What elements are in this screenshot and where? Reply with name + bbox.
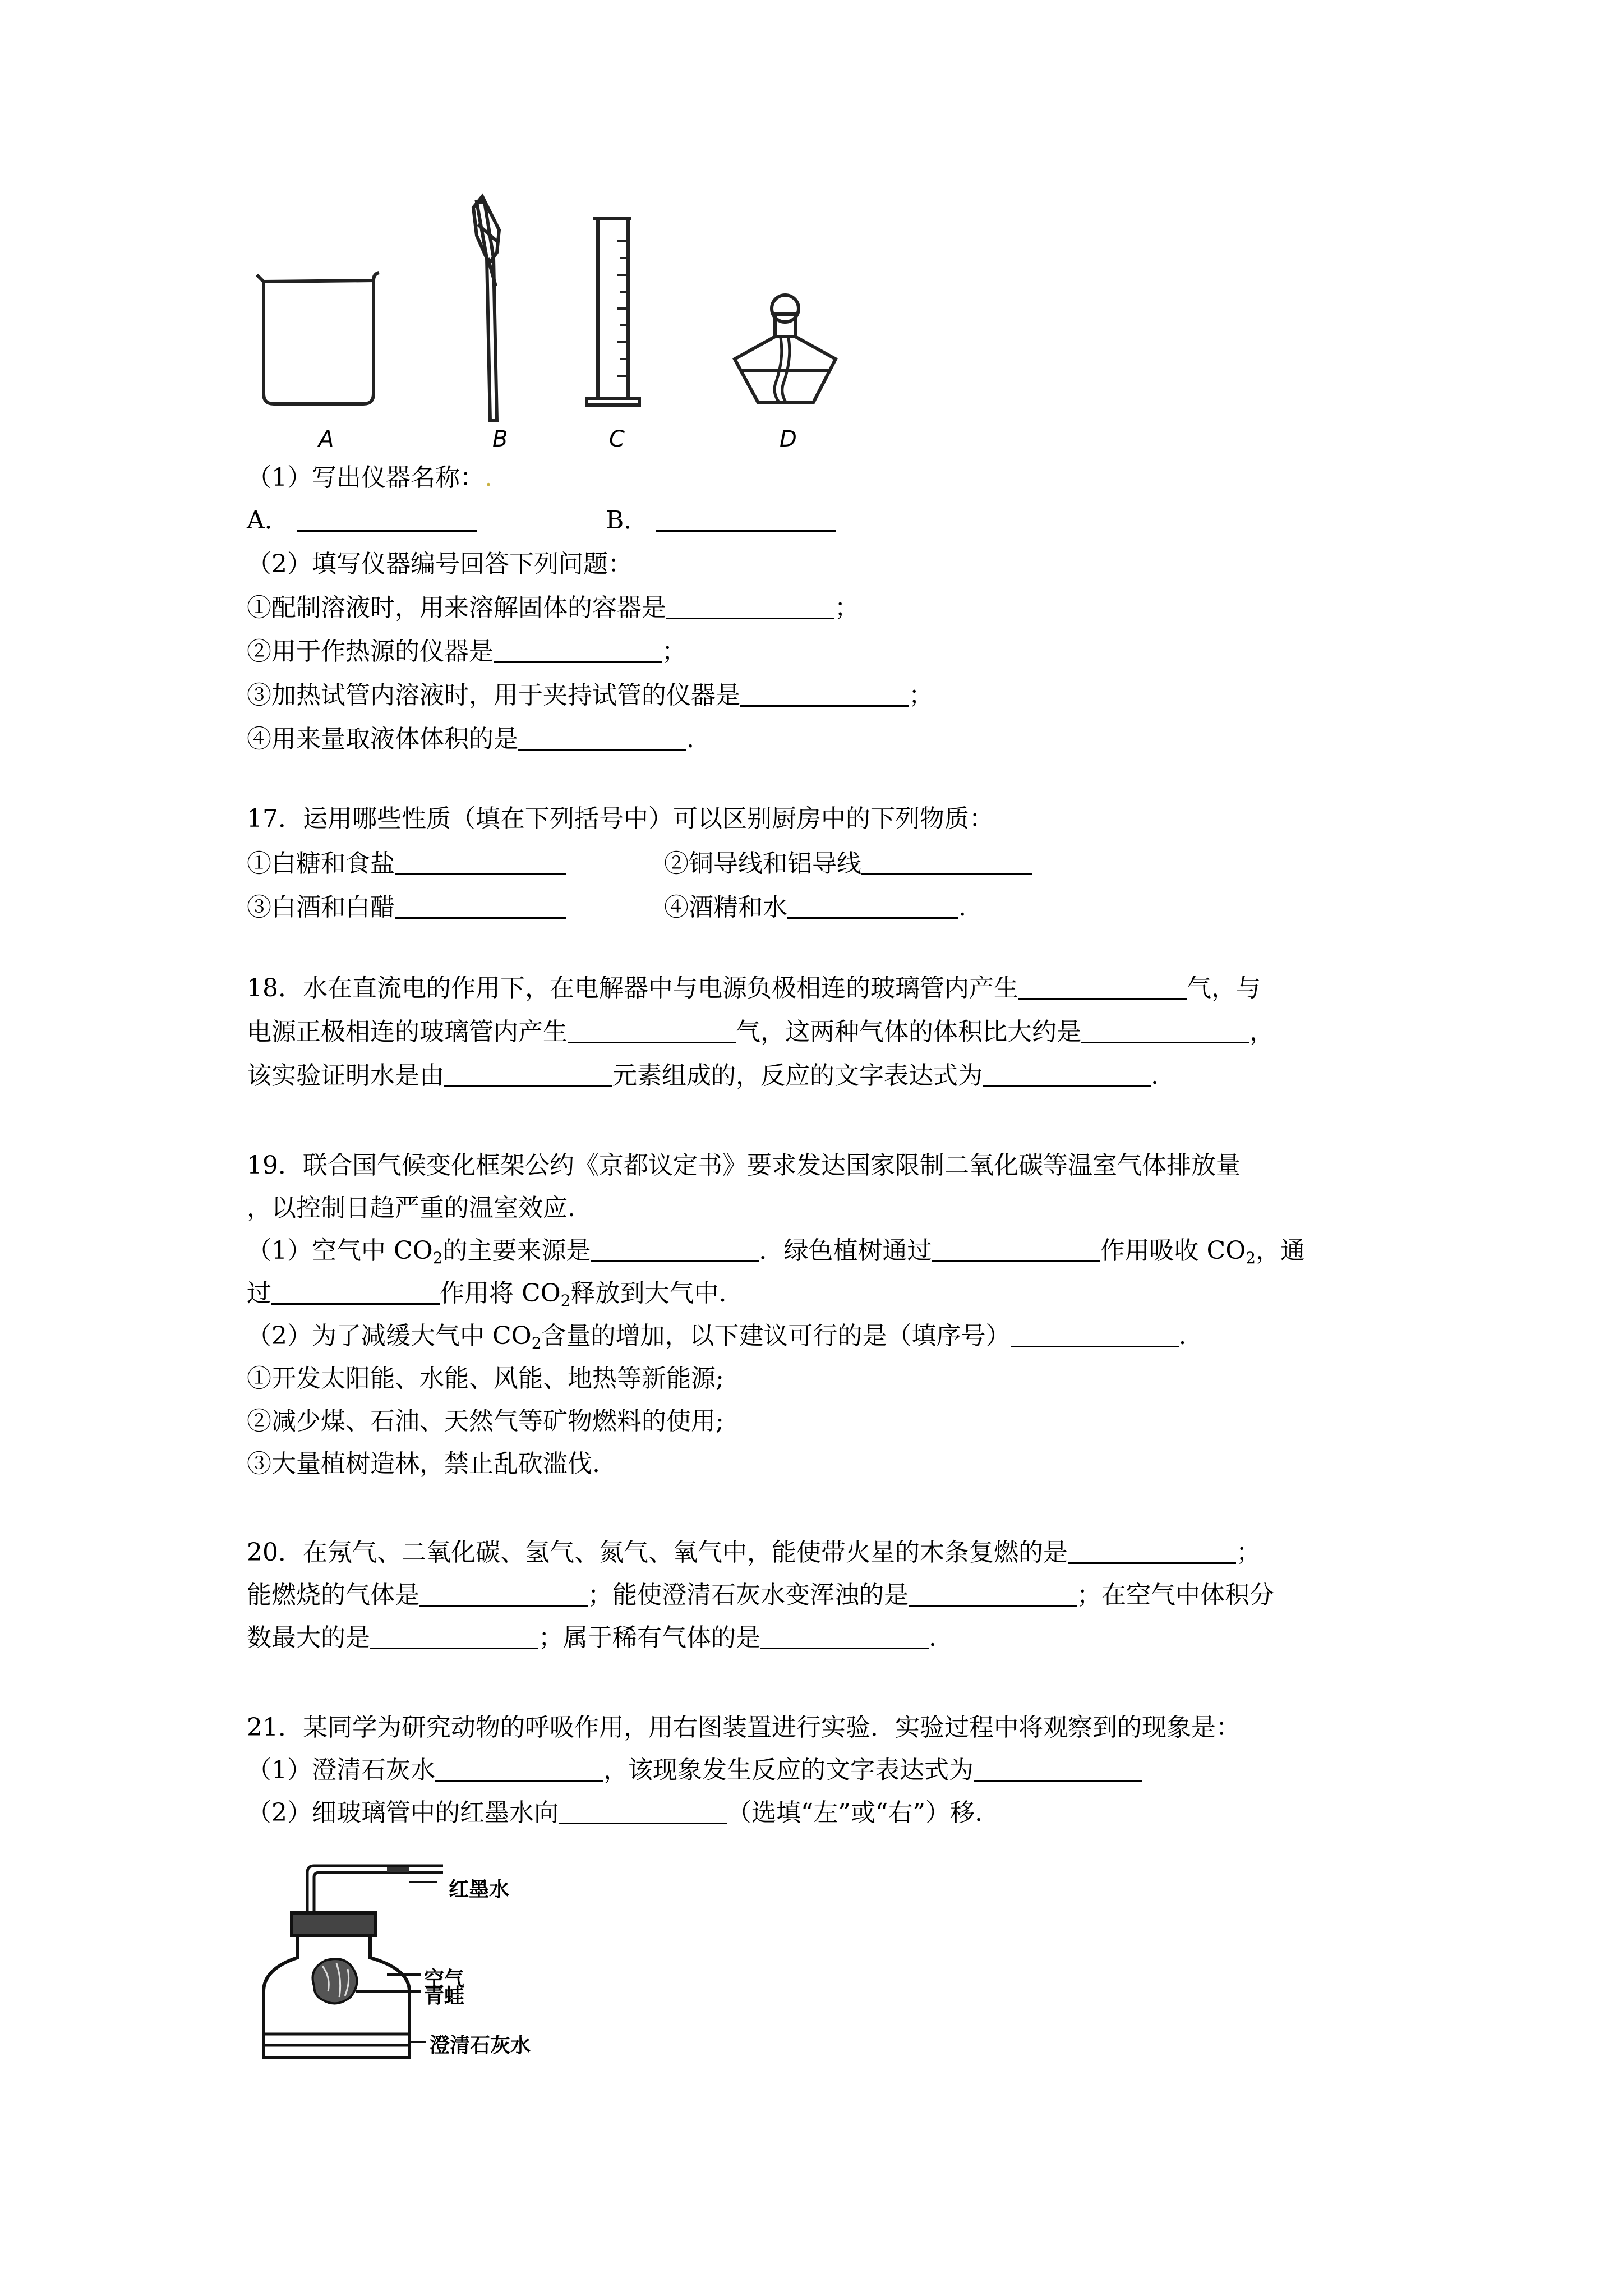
q18-line2-text: 电源正极相连的玻璃管内产生 xyxy=(247,1018,568,1046)
q16-item2-blank[interactable] xyxy=(494,639,662,663)
q17-item3 xyxy=(247,891,566,924)
q18-line2-mid: 气，这两种气体的体积比大约是 xyxy=(736,1018,1081,1046)
q19-p2-text-a: （2）为了减缓大气中 CO xyxy=(247,1322,532,1350)
q17-item1-text: ①白糖和食盐 xyxy=(247,849,395,878)
q17-item1 xyxy=(247,847,566,881)
q21-p2-text-b: （选填“左”或“右”）移. xyxy=(727,1798,983,1827)
q18-blank3[interactable] xyxy=(1081,1019,1249,1043)
q16-b-blank[interactable] xyxy=(656,508,836,532)
q18-line2 xyxy=(247,1015,1274,1049)
q17-item4-text: ④酒精和水 xyxy=(664,893,787,922)
frog-icon xyxy=(313,1959,357,2003)
q18-line3-text: 该实验证明水是由 xyxy=(247,1061,444,1090)
limewater-surface xyxy=(264,2034,409,2045)
q16-b-label: B． xyxy=(606,506,649,535)
q19-part2 xyxy=(247,1319,1187,1360)
beaker-icon xyxy=(257,273,379,404)
q19-line1: 19．联合国气候变化框架公约《京都议定书》要求发达国家限制二氧化碳等温室气体排放量 xyxy=(247,1151,1241,1180)
q21-part2 xyxy=(247,1796,983,1830)
q20-line1 xyxy=(247,1536,1261,1570)
q17-item2-text: ②铜导线和铝导线 xyxy=(664,849,861,878)
label-red-ink: 红墨水 xyxy=(449,1878,510,1901)
q20-line2-end: ；在空气中体积分 xyxy=(1077,1581,1274,1609)
label-air: 空气 xyxy=(424,1968,465,1991)
q16-item1 xyxy=(247,591,859,625)
figure-label-d: D xyxy=(780,426,797,452)
q18-line2-end: ， xyxy=(1249,1018,1274,1046)
q18-blank4[interactable] xyxy=(444,1063,612,1087)
q17-item4-end: . xyxy=(958,893,966,922)
q19-blank1[interactable] xyxy=(591,1238,759,1262)
q19-blank4[interactable] xyxy=(1011,1323,1179,1347)
q21-blank3[interactable] xyxy=(559,1800,727,1824)
q16-item1-blank[interactable] xyxy=(666,595,834,619)
q21-blank1[interactable] xyxy=(435,1757,603,1782)
q19-p1-text-g: 作用将 CO xyxy=(440,1279,561,1308)
q19-blank3[interactable] xyxy=(271,1281,440,1305)
q21-p1-text-a: （1）澄清石灰水 xyxy=(247,1756,435,1784)
q21-part1 xyxy=(247,1754,1142,1787)
q19-p2-sub: 2 xyxy=(531,1334,542,1352)
q20-line2 xyxy=(247,1579,1274,1612)
q19-p1-text-f: 过 xyxy=(247,1279,271,1308)
alcohol-lamp-icon xyxy=(735,295,836,403)
q16-item3-blank[interactable] xyxy=(740,683,909,707)
figure-label-c: C xyxy=(609,426,625,452)
q20-blank4[interactable] xyxy=(370,1625,538,1649)
figure-label-a: A xyxy=(319,426,334,452)
q21-blank2[interactable] xyxy=(974,1757,1142,1782)
q17-item2 xyxy=(664,847,1032,881)
q17-item1-blank[interactable] xyxy=(395,851,566,875)
q16-item2 xyxy=(247,635,686,669)
graduated-cylinder-icon xyxy=(587,219,639,405)
q17-item2-blank[interactable] xyxy=(861,851,1032,875)
q19-p1-sub-c: 2 xyxy=(560,1291,571,1310)
q16-item3 xyxy=(247,679,933,712)
q16-item1-text: ①配制溶液时，用来溶解固体的容器是 xyxy=(247,593,666,622)
q16-a-blank[interactable] xyxy=(297,508,477,532)
q21-p1-text-b: ，该现象发生反应的文字表达式为 xyxy=(603,1756,974,1784)
q18-line3-end: . xyxy=(1151,1061,1159,1090)
q18-blank2[interactable] xyxy=(568,1019,736,1043)
q20-line3-end: . xyxy=(929,1623,937,1652)
apparatus-figure xyxy=(247,191,864,426)
q19-option1: ①开发太阳能、水能、风能、地热等新能源; xyxy=(247,1364,724,1393)
q16-part2: （2）填写仪器编号回答下列问题： xyxy=(247,550,633,578)
glass-tube-icon xyxy=(307,1866,443,1918)
q17-stem: 17．运用哪些性质（填在下列括号中）可以区别厨房中的下列物质： xyxy=(247,804,994,833)
q17-item3-text: ③白酒和白醋 xyxy=(247,893,395,922)
q21-stem: 21．某同学为研究动物的呼吸作用，用右图装置进行实验．实验过程中将观察到的现象是： xyxy=(247,1713,1241,1742)
q16-item1-end: ； xyxy=(834,593,859,622)
q19-p2-text-b: 含量的增加，以下建议可行的是（填序号） xyxy=(541,1322,1011,1350)
q19-p1-text-d: 作用吸收 CO xyxy=(1100,1236,1246,1265)
q16-item3-text: ③加热试管内溶液时，用于夹持试管的仪器是 xyxy=(247,681,740,710)
q16-names-row xyxy=(247,504,477,537)
q20-line3 xyxy=(247,1621,937,1655)
q16-a-label: A． xyxy=(247,506,289,535)
q16-item3-end: ； xyxy=(909,681,933,710)
q16-names-row-b xyxy=(606,504,836,537)
q16-item2-end: ； xyxy=(662,637,686,666)
label-leader-lines xyxy=(356,1882,437,2042)
q16-part1-text: （1）写出仪器名称： xyxy=(247,463,485,492)
q20-line1-text: 20．在氖气、二氧化碳、氢气、氮气、氧气中，能使带火星的木条复燃的是 xyxy=(247,1538,1068,1567)
q17-item3-blank[interactable] xyxy=(395,895,566,919)
q20-line3-text: 数最大的是 xyxy=(247,1623,370,1652)
q18-line3-mid: 元素组成的，反应的文字表达式为 xyxy=(612,1061,983,1090)
q20-blank3[interactable] xyxy=(909,1582,1077,1607)
q19-p2-text-c: . xyxy=(1178,1322,1187,1350)
q18-line1 xyxy=(247,972,1261,1005)
q20-blank5[interactable] xyxy=(760,1625,929,1649)
q19-p1-sub-a: 2 xyxy=(432,1249,443,1267)
q18-line3 xyxy=(247,1059,1159,1093)
label-frog: 青蛙 xyxy=(424,1985,465,2008)
q20-line2-text: 能燃烧的气体是 xyxy=(247,1581,419,1609)
q16-item2-text: ②用于作热源的仪器是 xyxy=(247,637,494,666)
q19-blank2[interactable] xyxy=(932,1238,1100,1262)
figure-label-b: B xyxy=(492,426,508,452)
q18-blank1[interactable] xyxy=(1018,976,1187,1000)
q19-p1-text-h: 释放到大气中. xyxy=(570,1279,727,1308)
q19-p1-text-b: 的主要来源是 xyxy=(442,1236,591,1265)
q19-line2: ，以控制日趋严重的温室效应. xyxy=(247,1194,575,1222)
q17-item4-blank[interactable] xyxy=(787,895,958,919)
q19-option2: ②减少煤、石油、天然气等矿物燃料的使用; xyxy=(247,1407,724,1435)
q20-blank2[interactable] xyxy=(419,1582,588,1607)
q18-line1-text: 18．水在直流电的作用下，在电解器中与电源负极相连的玻璃管内产生 xyxy=(247,974,1018,1002)
q16-part1-mark: . xyxy=(485,463,492,492)
q20-line2-mid: ；能使澄清石灰水变浑浊的是 xyxy=(588,1581,909,1609)
label-limewater: 澄清石灰水 xyxy=(430,2034,531,2057)
test-tube-holder-icon xyxy=(473,196,499,421)
q20-blank1[interactable] xyxy=(1068,1540,1236,1564)
q18-line1-end: 气，与 xyxy=(1187,974,1261,1002)
q19-p1-sub-b: 2 xyxy=(1246,1249,1256,1267)
q16-item4-end: . xyxy=(686,725,694,753)
q19-p1-text-a: （1）空气中 CO xyxy=(247,1236,433,1265)
q20-line1-end: ； xyxy=(1236,1538,1261,1567)
q16-item4 xyxy=(247,723,694,756)
q16-item4-text: ④用来量取液体体积的是 xyxy=(247,725,518,753)
q16-item4-blank[interactable] xyxy=(518,726,686,751)
q17-item4 xyxy=(664,891,966,924)
q16-part1 xyxy=(247,461,492,495)
q18-blank5[interactable] xyxy=(983,1063,1151,1087)
q19-p1-text-c: ．绿色植树通过 xyxy=(759,1236,932,1265)
q19-part1-line1 xyxy=(247,1234,1305,1275)
q20-line3-mid: ；属于稀有气体的是 xyxy=(538,1623,760,1652)
q21-p2-text-a: （2）细玻璃管中的红墨水向 xyxy=(247,1798,559,1827)
red-ink-drop xyxy=(387,1867,409,1872)
q19-part1-line2 xyxy=(247,1277,727,1318)
q19-p1-text-e: ，通 xyxy=(1256,1236,1306,1265)
q19-option3: ③大量植树造林，禁止乱砍滥伐. xyxy=(247,1450,600,1478)
